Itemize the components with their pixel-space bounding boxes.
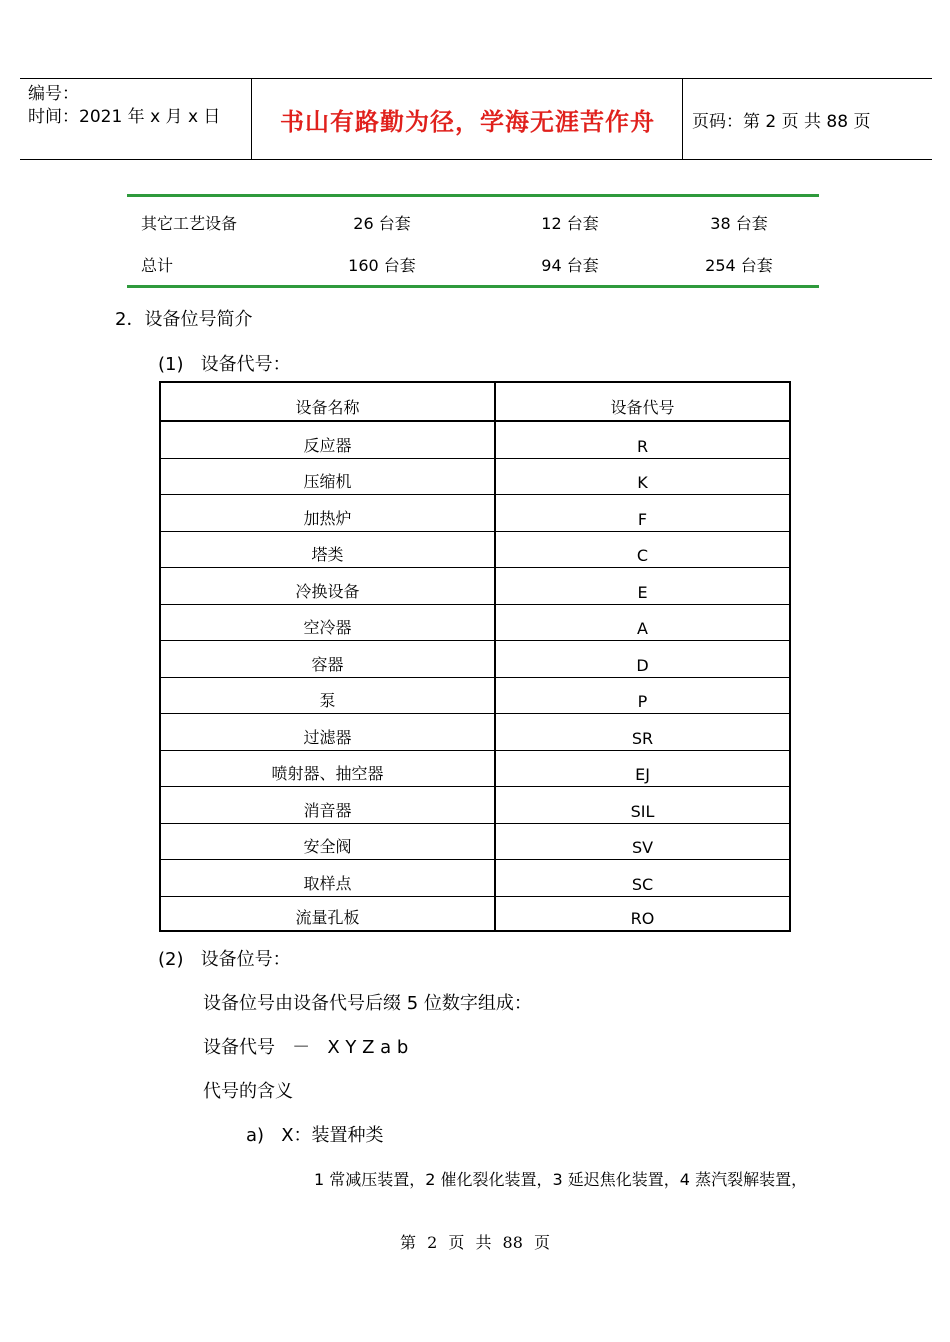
table-row [127, 253, 819, 273]
table-row [161, 532, 789, 569]
equipment-name: 流量孔板 [295, 908, 360, 927]
table-cell: 160 台套 [348, 256, 416, 275]
table-cell: 254 台套 [705, 256, 773, 275]
header-meta [28, 83, 220, 129]
table-row [161, 495, 789, 532]
equipment-code: E [637, 582, 648, 602]
subsection-heading: (2) 设备位号： [158, 949, 291, 970]
table-row [161, 568, 789, 605]
table-cell: 总计 [141, 256, 174, 275]
page-header [20, 78, 932, 160]
list-item-description: 1 常减压装置，2 催化裂化装置，3 延迟焦化装置，4 蒸汽裂解装置， [314, 1170, 808, 1189]
table-row [161, 860, 789, 897]
body-text: 代号的含义 [203, 1081, 293, 1102]
table-cell: 38 台套 [710, 214, 768, 233]
list-item: a) X：装置种类 [246, 1125, 384, 1146]
equipment-code: SR [631, 728, 654, 748]
table-row [161, 422, 789, 459]
page-footer: 第 2 页 共 88 页 [400, 1233, 550, 1252]
equipment-code: C [636, 546, 649, 565]
table-row [161, 641, 789, 678]
table-row [127, 211, 819, 231]
equipment-code: SC [631, 874, 654, 894]
table-cell: 其它工艺设备 [141, 214, 238, 233]
table-row [161, 459, 789, 496]
subsection-heading: (1) 设备代号： [158, 354, 291, 375]
equipment-name: 压缩机 [303, 472, 352, 491]
table-cell: 94 台套 [541, 256, 599, 275]
equipment-code: P [637, 692, 648, 711]
equipment-name: 容器 [311, 654, 344, 674]
table-header-row [161, 383, 789, 422]
table-row [161, 897, 789, 931]
equipment-name: 反应器 [303, 435, 352, 455]
table-row [161, 787, 789, 824]
column-header-name: 设备名称 [295, 398, 360, 417]
table-row [161, 751, 789, 788]
table-cell: 12 台套 [541, 214, 599, 233]
body-text: 设备位号由设备代号后缀 5 位数字组成： [203, 993, 532, 1014]
equipment-name: 空冷器 [303, 618, 352, 637]
equipment-code: K [637, 473, 648, 492]
equipment-code: F [637, 509, 648, 529]
document-number-label: 编号： [28, 84, 79, 104]
document-date: 时间：2021 年 x 月 x 日 [28, 107, 221, 127]
equipment-name: 过滤器 [303, 727, 352, 747]
header-divider [682, 79, 683, 159]
table-row [161, 824, 789, 861]
equipment-code: RO [630, 909, 655, 928]
equipment-name: 加热炉 [303, 508, 352, 528]
equipment-code: SV [631, 838, 654, 857]
equipment-code: EJ [635, 765, 650, 784]
table-row [161, 678, 789, 715]
equipment-code: SIL [630, 801, 655, 821]
equipment-name: 塔类 [311, 545, 344, 564]
equipment-name: 取样点 [303, 873, 352, 893]
equipment-code-table [159, 381, 791, 932]
table-cell: 26 台套 [353, 214, 411, 233]
equipment-name: 安全阀 [303, 837, 352, 856]
header-motto: 书山有路勤为径，学海无涯苦作舟 [280, 107, 655, 136]
summary-table [127, 194, 819, 288]
section-heading: 2．设备位号简介 [115, 309, 253, 330]
equipment-code: A [637, 619, 648, 638]
equipment-name: 消音器 [303, 800, 352, 820]
table-row [161, 714, 789, 751]
code-format: 设备代号 － X Y Z a b [203, 1037, 409, 1058]
equipment-code: R [636, 436, 649, 456]
column-header-code: 设备代号 [610, 398, 675, 417]
equipment-name: 喷射器、抽空器 [271, 764, 384, 783]
header-page-number: 页码：第 2 页 共 88 页 [692, 112, 871, 132]
equipment-code: D [636, 655, 649, 675]
equipment-name: 冷换设备 [295, 581, 360, 601]
table-row [161, 605, 789, 642]
equipment-name: 泵 [319, 691, 336, 710]
